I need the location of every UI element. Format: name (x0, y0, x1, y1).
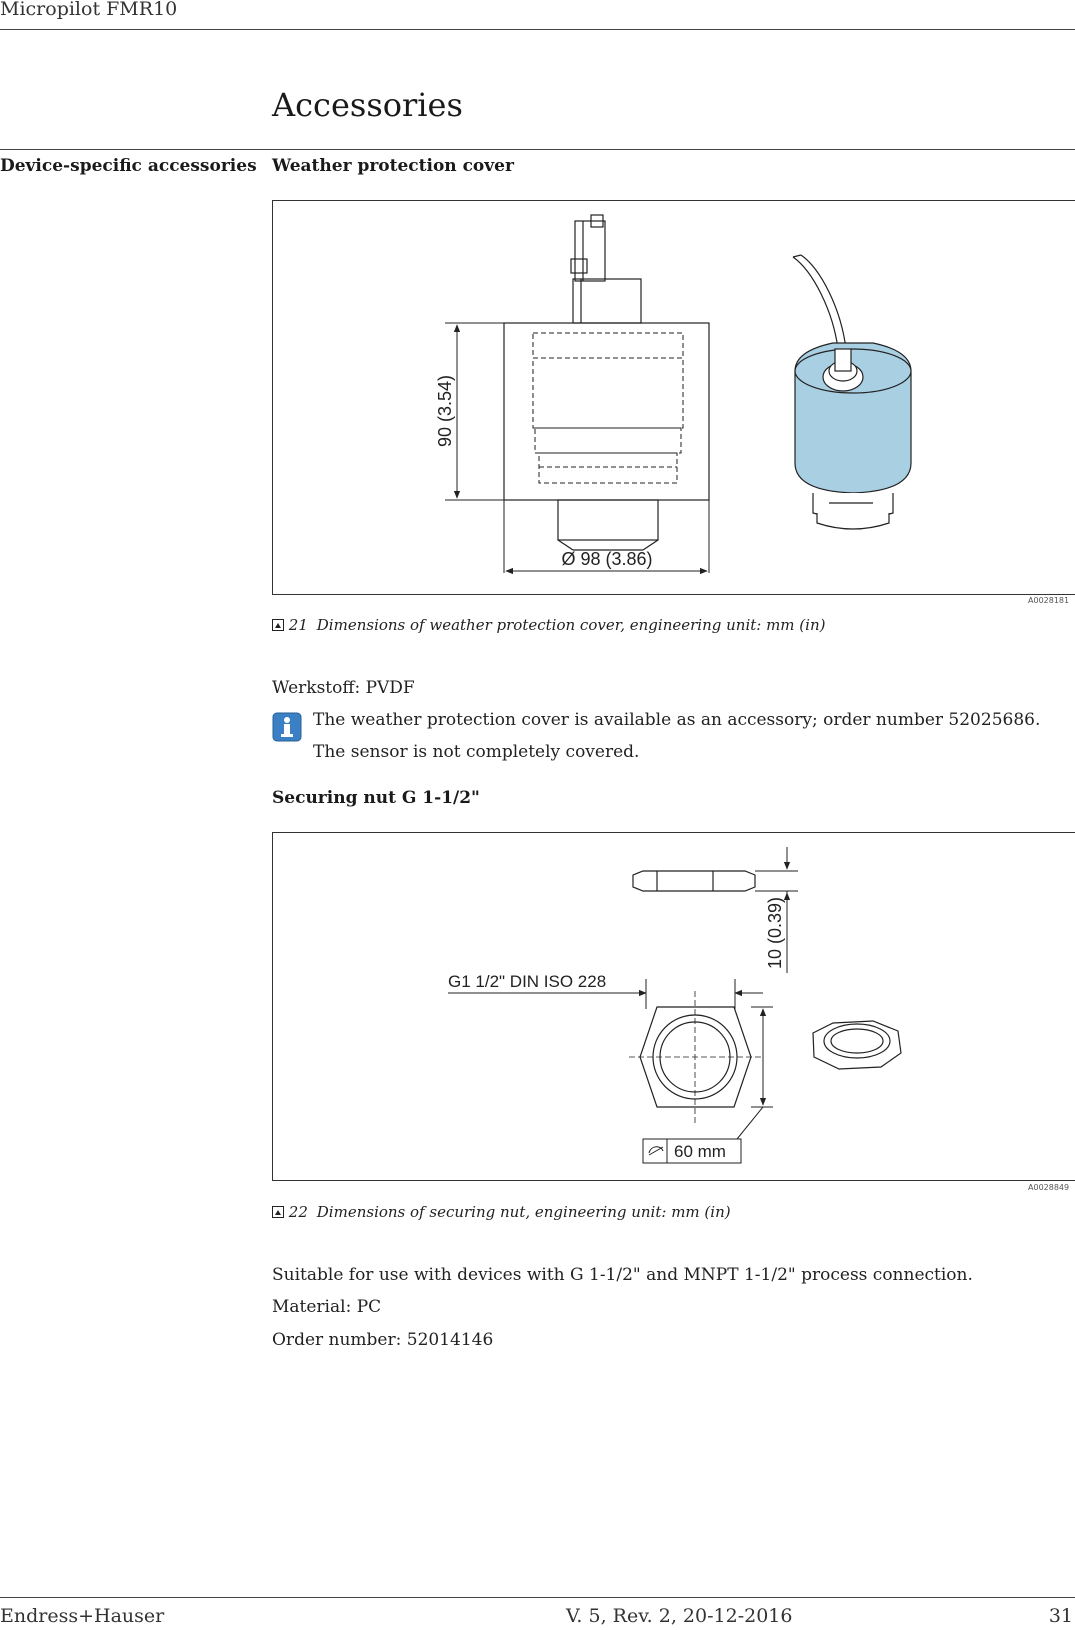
footer-version: V. 5, Rev. 2, 20-12-2016 (566, 1605, 793, 1627)
cover-figure (272, 200, 1075, 595)
cover-caption-num: 21 (288, 616, 308, 634)
nut-figure (272, 832, 1075, 1181)
nut-line1: Suitable for use with devices with G 1-1/2" and MNPT 1-1/2" process connection. (272, 1265, 973, 1285)
cover-caption-text: Dimensions of weather protection cover, engineering unit: mm (in) (316, 616, 826, 634)
cover-dim-diameter: Ø 98 (3.86) (561, 549, 653, 569)
footer-brand: Endress+Hauser (0, 1605, 165, 1627)
nut-wrench-size: 60 mm (674, 1142, 726, 1161)
nut-line3: Order number: 52014146 (272, 1330, 494, 1350)
cover-drawing (273, 201, 1075, 594)
header-rule (0, 29, 1075, 30)
nut-drawing (273, 833, 1075, 1180)
cover-caption (272, 616, 825, 634)
section-title: Accessories (272, 86, 463, 124)
nut-caption-number (272, 1203, 312, 1221)
cover-dim-height: 90 (3.54) (435, 374, 455, 448)
figure-icon (272, 1206, 284, 1218)
page-number: 31 (1048, 1605, 1073, 1627)
cover-heading: Weather protection cover (272, 156, 514, 176)
nut-dim-height: 10 (0.39) (765, 896, 785, 970)
footer-rule (0, 1597, 1075, 1598)
nut-heading: Securing nut G 1-1/2" (272, 788, 480, 808)
nut-figure-code: A0028849 (1028, 1183, 1070, 1192)
info-icon (272, 712, 302, 742)
nut-caption-text: Dimensions of securing nut, engineering unit: mm (in) (316, 1203, 731, 1221)
cover-info-line2: The sensor is not completely covered. (313, 742, 640, 762)
sidebar-label: Device-specific accessories (0, 156, 257, 176)
nut-caption (272, 1203, 731, 1221)
nut-caption-num: 22 (288, 1203, 308, 1221)
running-header: Micropilot FMR10 (0, 0, 178, 20)
section-rule (0, 149, 1075, 150)
cover-caption-number (272, 616, 312, 634)
cover-info-line1: The weather protection cover is available as an accessory; order number 52025686. (313, 710, 1041, 730)
nut-thread-label: G1 1/2" DIN ISO 228 (448, 972, 607, 991)
nut-line2: Material: PC (272, 1297, 382, 1317)
cover-material: Werkstoff: PVDF (272, 678, 415, 698)
figure-icon (272, 619, 284, 631)
cover-figure-code: A0028181 (1028, 596, 1070, 605)
